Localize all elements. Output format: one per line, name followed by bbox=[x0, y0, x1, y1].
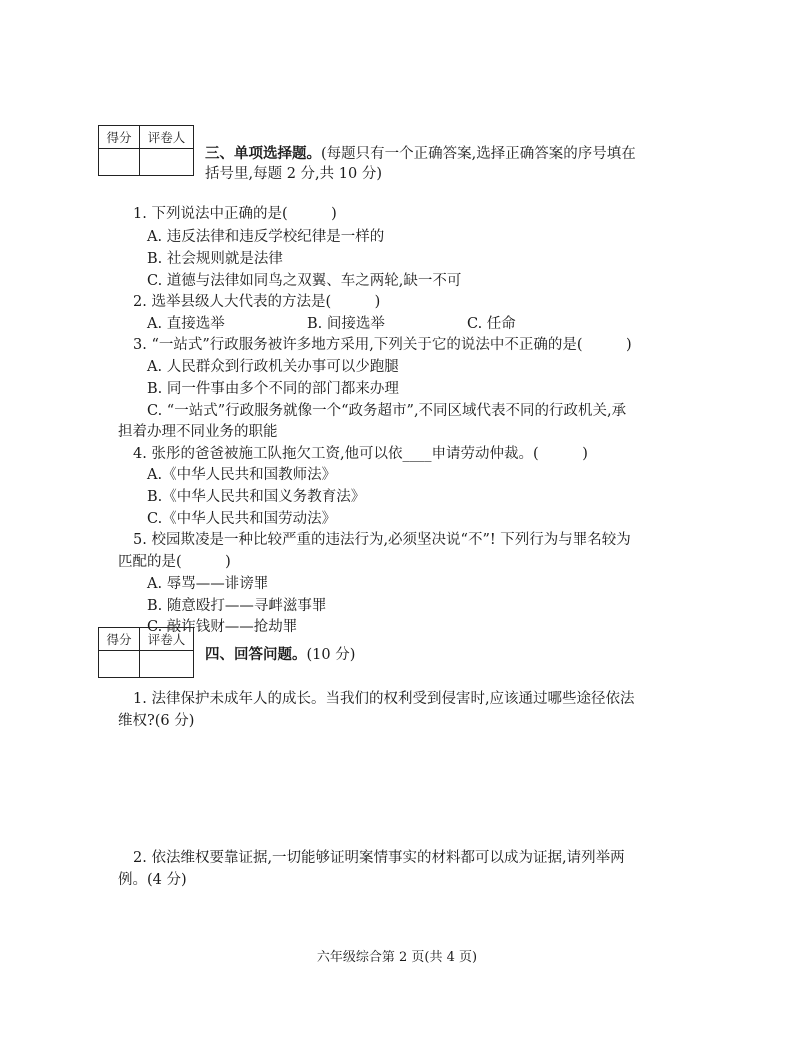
grader-label: 评卷人 bbox=[140, 126, 194, 149]
grader-cell[interactable] bbox=[140, 651, 194, 678]
grader-label: 评卷人 bbox=[140, 628, 194, 651]
question-1-option-a: A. 违反法律和违反学校纪律是一样的 bbox=[147, 229, 385, 245]
answer-area-1[interactable] bbox=[118, 740, 678, 840]
score-label: 得分 bbox=[99, 628, 140, 651]
question-3-option-b: B. 同一件事由多个不同的部门都来办理 bbox=[147, 381, 399, 397]
section-3-title-line bbox=[205, 144, 636, 164]
question-1-stem: 1. 下列说法中正确的是( ) bbox=[133, 206, 337, 222]
answer-question-1-line-2: 维权?(6 分) bbox=[118, 713, 195, 729]
section-4-heading: 四、回答问题。 bbox=[205, 646, 307, 663]
question-2-option-c: C. 任命 bbox=[467, 316, 516, 332]
answer-question-2-line-1: 2. 依法维权要靠证据,一切能够证明案情事实的材料都可以成为证据,请列举两 bbox=[133, 850, 625, 866]
section-4-title-line bbox=[205, 645, 355, 665]
question-3-option-c: C. “一站式”行政服务就像一个“政务超市”,不同区域代表不同的行政机关,承 bbox=[147, 403, 627, 419]
question-4-option-b: B.《中华人民共和国义务教育法》 bbox=[147, 489, 366, 505]
section-3-heading: 三、单项选择题。 bbox=[205, 145, 321, 162]
question-5-stem-2: 匹配的是( ) bbox=[118, 554, 231, 570]
answer-area-2[interactable] bbox=[118, 898, 678, 938]
grader-cell[interactable] bbox=[140, 149, 194, 176]
section-4-points: (10 分) bbox=[306, 647, 356, 663]
section-3-instruction-1: (每题只有一个正确答案,选择正确答案的序号填在 bbox=[321, 146, 636, 162]
section-3-instruction-2: 括号里,每题 2 分,共 10 分) bbox=[205, 166, 382, 182]
question-1-option-b: B. 社会规则就是法律 bbox=[147, 251, 283, 267]
question-3-option-c-cont: 担着办理不同业务的职能 bbox=[118, 424, 278, 440]
score-table-section-4 bbox=[98, 627, 194, 678]
question-4-stem: 4. 张彤的爸爸被施工队拖欠工资,他可以依____申请劳动仲裁。( ) bbox=[133, 446, 588, 462]
question-5-option-c: C. 敲诈钱财——抢劫罪 bbox=[147, 619, 298, 635]
answer-question-1-line-1: 1. 法律保护未成年人的成长。当我们的权利受到侵害时,应该通过哪些途径依法 bbox=[133, 691, 635, 707]
answer-question-2-line-2: 例。(4 分) bbox=[118, 872, 187, 888]
page-footer: 六年级综合第 2 页(共 4 页) bbox=[316, 950, 478, 965]
question-1-option-c: C. 道德与法律如同鸟之双翼、车之两轮,缺一不可 bbox=[147, 273, 462, 289]
score-label: 得分 bbox=[99, 126, 140, 149]
question-3-stem: 3. “一站式”行政服务被许多地方采用,下列关于它的说法中不正确的是( ) bbox=[133, 337, 632, 353]
question-4-option-a: A.《中华人民共和国教师法》 bbox=[147, 467, 337, 483]
question-2-option-a: A. 直接选举 bbox=[147, 316, 225, 332]
question-4-option-c: C.《中华人民共和国劳动法》 bbox=[147, 511, 337, 527]
score-cell[interactable] bbox=[99, 149, 140, 176]
question-5-stem-1: 5. 校园欺凌是一种比较严重的违法行为,必须坚决说“不”! 下列行为与罪名较为 bbox=[133, 532, 631, 548]
question-3-option-a: A. 人民群众到行政机关办事可以少跑腿 bbox=[147, 359, 399, 375]
question-5-option-a: A. 辱骂——诽谤罪 bbox=[147, 576, 269, 592]
score-table-section-3 bbox=[98, 125, 194, 176]
score-cell[interactable] bbox=[99, 651, 140, 678]
question-5-option-b: B. 随意殴打——寻衅滋事罪 bbox=[147, 598, 327, 614]
question-2-option-b: B. 间接选举 bbox=[307, 316, 385, 332]
question-2-stem: 2. 选举县级人大代表的方法是( ) bbox=[133, 294, 381, 310]
